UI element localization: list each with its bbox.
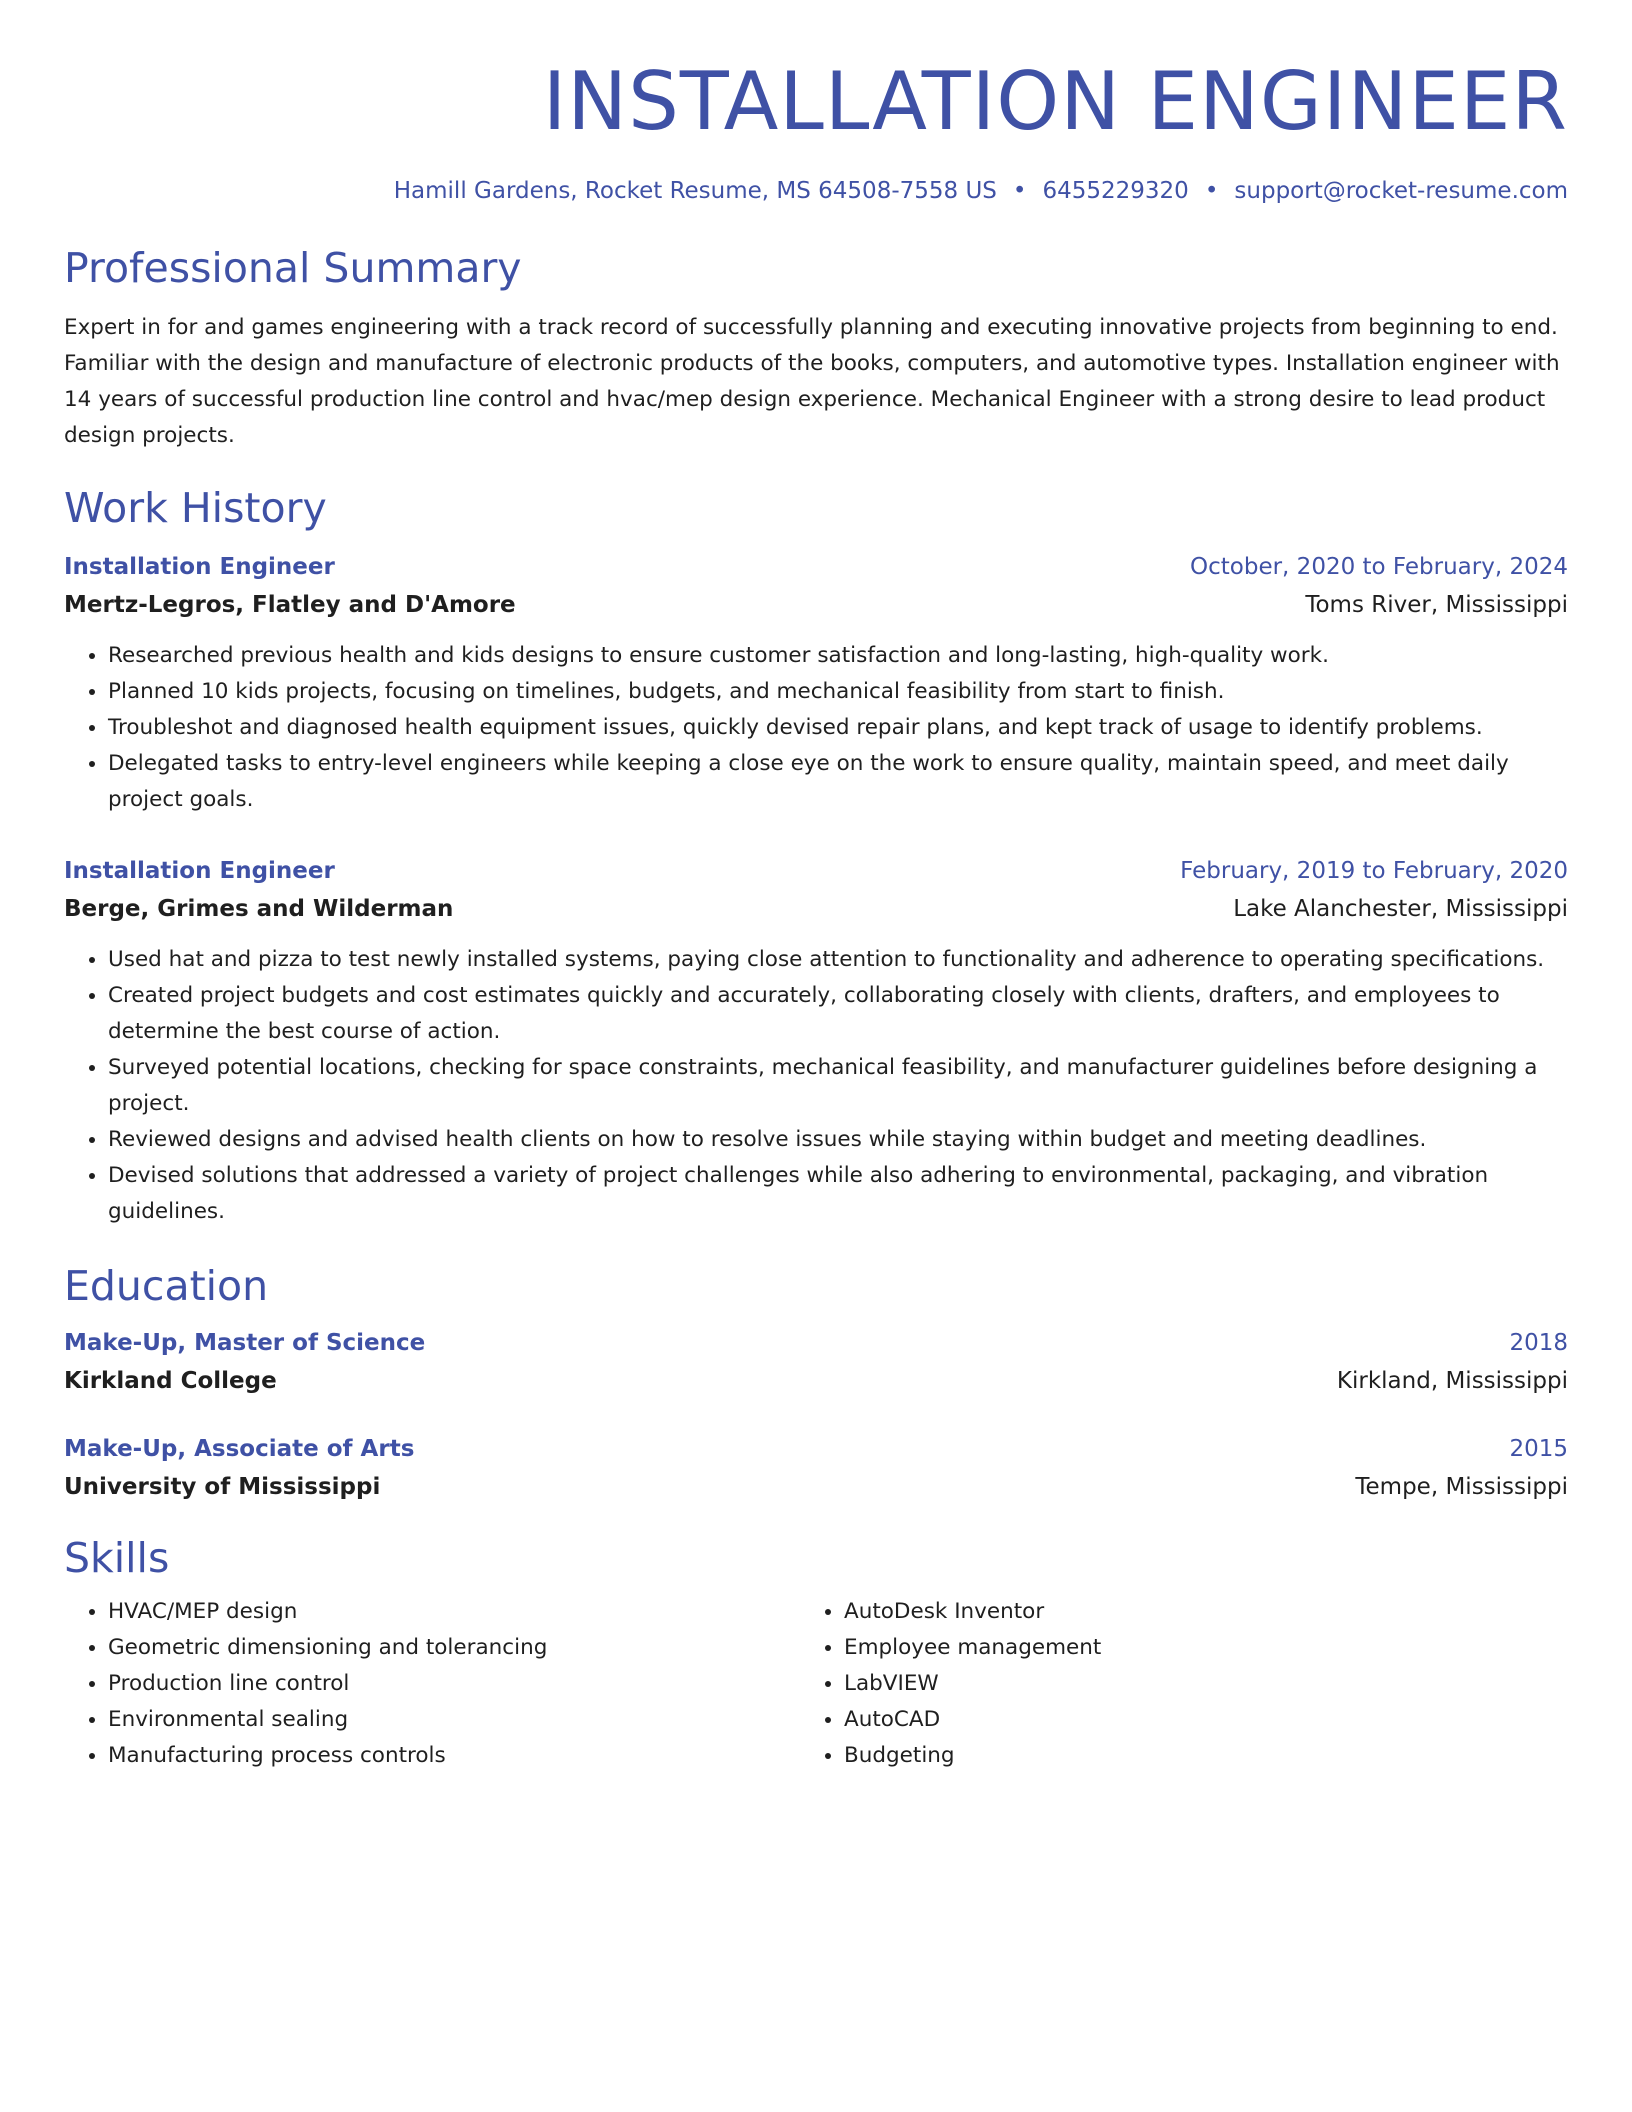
job-bullet: • Surveyed potential locations, checking for space constraints, mechanical feasibility, and manufacturer guidelines before designing a project. (108, 1050, 1568, 1122)
education-school-row (64, 1468, 1568, 1506)
job-dates: February, 2019 to February, 2020 (1180, 858, 1568, 884)
education-location: Tempe, Mississippi (1355, 1474, 1568, 1500)
education-school: Kirkland College (64, 1368, 277, 1394)
skill-item: • Environmental sealing (108, 1702, 800, 1738)
job-bullets (64, 942, 1568, 1230)
section-title-skills: Skills (64, 1534, 170, 1582)
skills-section (64, 1532, 1568, 1774)
contact-address: Hamill Gardens, Rocket Resume, MS 64508-7558 US (393, 178, 997, 204)
contact-separator: • (1204, 178, 1219, 204)
job-position: Installation Engineer (64, 554, 335, 580)
education-entry (64, 1430, 1568, 1506)
skills-list-right (800, 1594, 1536, 1774)
job-bullet: • Created project budgets and cost estimates quickly and accurately, collaborating closely with clients, drafters, and employees to determine the best course of action. (108, 978, 1568, 1050)
job-company: Mertz-Legros, Flatley and D'Amore (64, 592, 516, 618)
education-school-row (64, 1362, 1568, 1400)
work-history-section (64, 482, 1568, 1230)
resume-header (64, 52, 1568, 206)
contact-email: support@rocket-resume.com (1234, 178, 1568, 204)
job-bullet: • Reviewed designs and advised health clients on how to resolve issues while staying within budget and meeting deadlines. (108, 1122, 1568, 1158)
education-entry (64, 1324, 1568, 1400)
skill-item: • Production line control (108, 1666, 800, 1702)
job-bullet: • Planned 10 kids projects, focusing on timelines, budgets, and mechanical feasibility from start to finish. (108, 674, 1568, 710)
summary-text: Expert in for and games engineering with a track record of successfully planning and executing innovative projects from beginning to end. Familiar with the design and manufacture of electronic products of the books, computers, and automotive types. Installation engineer with 14 years of successful production line control and hvac/mep design experience. Mechanical Engineer with a strong desire to lead product design projects. (64, 315, 1560, 448)
job-company-row (64, 890, 1568, 928)
skills-columns (64, 1594, 1568, 1774)
education-location: Kirkland, Mississippi (1336, 1368, 1568, 1394)
job-bullet: • Researched previous health and kids designs to ensure customer satisfaction and long-lasting, high-quality work. (108, 638, 1568, 674)
skill-item: • AutoCAD (844, 1702, 1536, 1738)
job-dates: October, 2020 to February, 2024 (1190, 554, 1568, 580)
skill-item: • LabVIEW (844, 1666, 1536, 1702)
skills-list-left (64, 1594, 800, 1774)
education-degree: Make-Up, Associate of Arts (64, 1436, 415, 1462)
candidate-name: INSTALLATION ENGINEER (542, 55, 1568, 148)
professional-summary-section (64, 242, 1568, 454)
job-company: Berge, Grimes and Wilderman (64, 896, 454, 922)
job-location: Toms River, Mississippi (1305, 592, 1568, 618)
section-title-work-history: Work History (64, 484, 327, 532)
job-location: Lake Alanchester, Mississippi (1233, 896, 1568, 922)
job-title-row (64, 852, 1568, 890)
education-degree: Make-Up, Master of Science (64, 1330, 426, 1356)
education-year: 2018 (1509, 1330, 1568, 1356)
skill-item: • Geometric dimensioning and tolerancing (108, 1630, 800, 1666)
job-bullets (64, 638, 1568, 818)
education-degree-row (64, 1324, 1568, 1362)
skill-item: • HVAC/MEP design (108, 1594, 800, 1630)
skill-item: • Employee management (844, 1630, 1536, 1666)
job-entry (64, 852, 1568, 1230)
section-title-summary: Professional Summary (64, 244, 522, 292)
job-position: Installation Engineer (64, 858, 335, 884)
job-bullet: • Troubleshot and diagnosed health equipment issues, quickly devised repair plans, and kept track of usage to identify problems. (108, 710, 1568, 746)
skill-item: • Manufacturing process controls (108, 1738, 800, 1774)
contact-separator: • (1012, 178, 1027, 204)
job-title-row (64, 548, 1568, 586)
education-school: University of Mississippi (64, 1474, 381, 1500)
education-year: 2015 (1509, 1436, 1568, 1462)
job-bullet: • Used hat and pizza to test newly installed systems, paying close attention to functionality and adherence to operating specifications. (108, 942, 1568, 978)
education-section (64, 1260, 1568, 1506)
contact-line (64, 176, 1568, 206)
job-entry (64, 548, 1568, 818)
job-bullet: • Devised solutions that addressed a variety of project challenges while also adhering to environmental, packaging, and vibration guidelines. (108, 1158, 1568, 1230)
skill-item: • AutoDesk Inventor (844, 1594, 1536, 1630)
education-degree-row (64, 1430, 1568, 1468)
section-title-education: Education (64, 1262, 269, 1310)
job-bullet: • Delegated tasks to entry-level engineers while keeping a close eye on the work to ensure quality, maintain speed, and meet daily project goals. (108, 746, 1568, 818)
contact-phone: 6455229320 (1042, 178, 1189, 204)
skill-item: • Budgeting (844, 1738, 1536, 1774)
job-company-row (64, 586, 1568, 624)
